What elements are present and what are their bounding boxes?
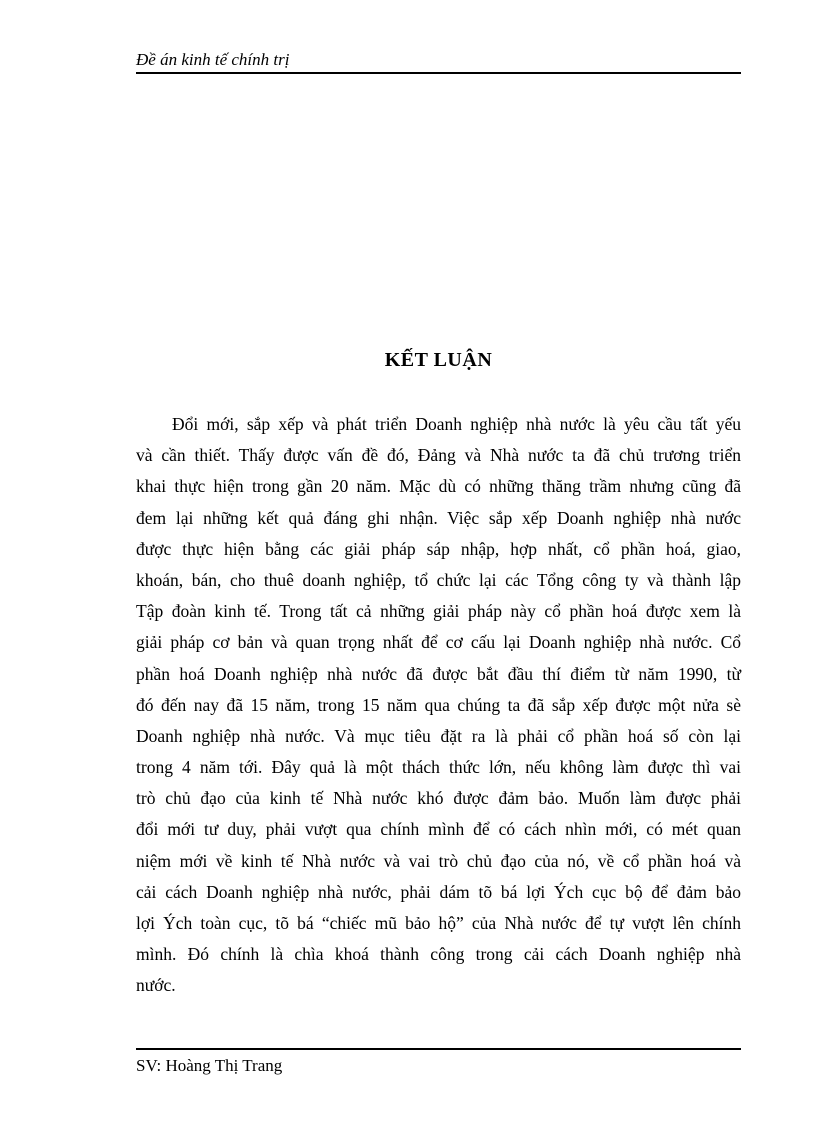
body-line: đó đến nay đã 15 năm, trong 15 năm qua chúng ta đã sắp xếp được một nửa sè xyxy=(136,694,741,715)
page-title: KẾT LUẬN xyxy=(384,349,493,371)
body-line: Tập đoàn kinh tế. Trong tất cả những giải pháp này cổ phần hoá được xem là xyxy=(136,601,741,622)
body-line: niệm mới về kinh tế Nhà nước và vai trò chủ đạo của nó, về cổ phần hoá và xyxy=(136,850,741,871)
body-line: cải cách Doanh nghiệp nhà nước, phải dám tõ bá lợi Ých cục bộ để đảm bảo xyxy=(136,881,741,902)
body-line: đem lại những kết quả đáng ghi nhận. Việc sắp xếp Doanh nghiệp nhà nước xyxy=(136,507,741,528)
page-header xyxy=(136,48,741,74)
body-line: khai thực hiện trong gần 20 năm. Mặc dù có những thăng trầm nhưng cũng đã xyxy=(136,476,741,497)
body-paragraph xyxy=(136,409,741,1002)
body-line: phần hoá Doanh nghiệp nhà nước đã được bắt đầu thí điểm từ năm 1990, từ xyxy=(136,663,741,684)
page-footer xyxy=(136,1048,741,1075)
body-line: giải pháp cơ bản và quan trọng nhất để cơ cấu lại Doanh nghiệp nhà nước. Cổ xyxy=(136,632,741,653)
body-line: Doanh nghiệp nhà nước. Và mục tiêu đặt ra là phải cổ phần hoá số còn lại xyxy=(136,725,741,746)
body-line: và cần thiết. Thấy được vấn đề đó, Đảng và Nhà nước ta đã chủ trương triển xyxy=(136,445,741,466)
body-line: trong 4 năm tới. Đây quả là một thách thức lớn, nếu không làm được thì vai xyxy=(136,757,741,778)
body-line: được thực hiện bằng các giải pháp sáp nhập, hợp nhất, cổ phần hoá, giao, xyxy=(136,538,741,559)
body-line: Đổi mới, sắp xếp và phát triển Doanh nghiệp nhà nước là yêu cầu tất yếu xyxy=(172,414,741,434)
body-line: khoán, bán, cho thuê doanh nghiệp, tổ chức lại các Tổng công ty và thành lập xyxy=(136,569,741,590)
body-line: lợi Ých toàn cục, tõ bá “chiếc mũ bảo hộ” của Nhà nước để tự vượt lên chính xyxy=(136,913,741,933)
body-line: nước. xyxy=(136,975,176,996)
body-line: trò chủ đạo của kinh tế Nhà nước khó được đảm bảo. Muốn làm được phải xyxy=(136,788,741,809)
body-line: mình. Đó chính là chìa khoá thành công trong cải cách Doanh nghiệp nhà xyxy=(136,944,741,965)
body-line: đổi mới tư duy, phải vượt qua chính mình để có cách nhìn mới, có mét quan xyxy=(136,819,741,840)
footer-author: SV: Hoàng Thị Trang xyxy=(136,1056,283,1075)
header-title: Đề án kinh tế chính trị xyxy=(136,50,290,69)
